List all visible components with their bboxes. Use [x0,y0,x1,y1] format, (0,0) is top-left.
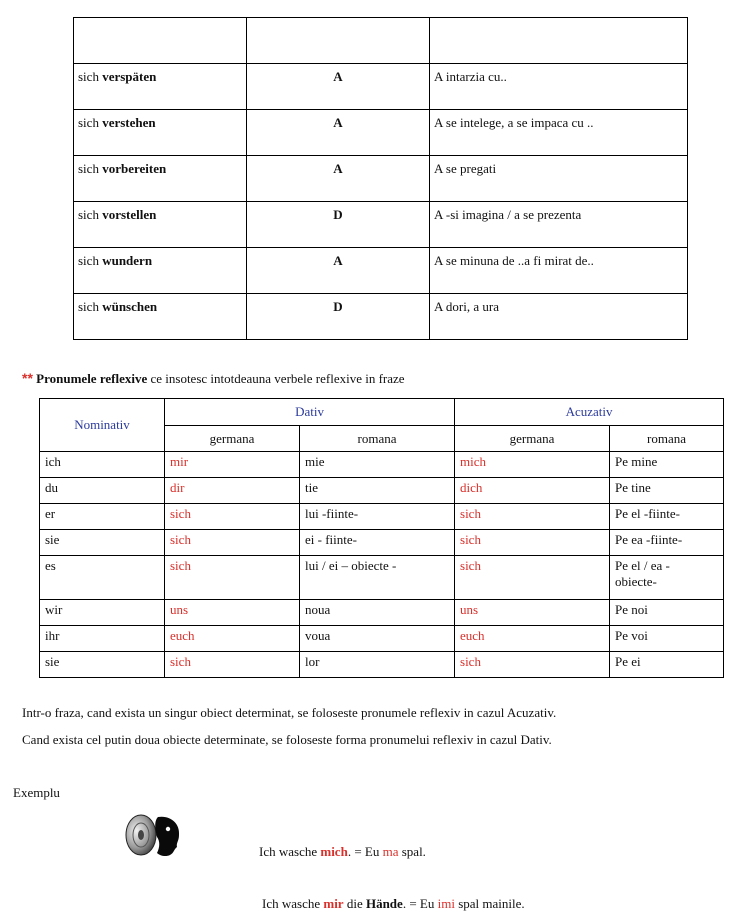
acuzativ-romana-cell: Pe ea -fiinte- [610,530,724,556]
translation-cell: A -si imagina / a se prezenta [430,202,688,248]
speaker-head-icon [124,811,182,859]
translation-cell: A dori, a ura [430,294,688,340]
pronoun-row [40,600,724,626]
verb-prefix: sich [78,207,99,222]
acuzativ-germana-cell: uns [455,600,610,626]
empty-cell [74,18,247,64]
nominativ-cell: sie [40,530,165,556]
case-cell: D [247,202,430,248]
dativ-romana-cell: mie [300,452,455,478]
verb-cell [74,294,247,340]
acuzativ-germana-cell: sich [455,504,610,530]
acuzativ-germana-cell: sich [455,652,610,678]
dativ-romana-cell: voua [300,626,455,652]
acuzativ-romana-cell: Pe el / ea - obiecte- [610,556,724,600]
nominativ-cell: er [40,504,165,530]
example-text: die [343,896,366,911]
case-cell: D [247,294,430,340]
heading-bold: Pronumele reflexive [36,371,148,386]
verb-prefix: sich [78,115,99,130]
dativ-germana-cell: sich [165,652,300,678]
verb-name: verstehen [102,115,156,130]
heading-rest: ce insotesc intotdeauna verbele reflexive in fraze [147,371,405,386]
example-noun: Hände [365,896,403,911]
dativ-romana-cell: ei - fiinte- [300,530,455,556]
verb-cell [74,156,247,202]
verb-row [74,64,688,110]
example-sentence-2 [262,896,525,912]
empty-cell [430,18,688,64]
verb-table [73,17,688,340]
acuzativ-germana-cell: dich [455,478,610,504]
pronoun-row [40,478,724,504]
example-pronoun-de: mir [323,896,344,911]
verb-row [74,156,688,202]
acuzativ-romana-cell: Pe mine [610,452,724,478]
example-pronoun-ro: ma [382,844,399,859]
reflexive-pronoun-table [39,398,724,678]
heading-stars: ** [22,370,33,386]
translation-cell: A se pregati [430,156,688,202]
pronoun-row [40,504,724,530]
acuzativ-germana-cell: mich [455,452,610,478]
dativ-germana-cell: sich [165,530,300,556]
case-cell: A [247,110,430,156]
dativ-romana-header: romana [300,426,455,452]
verb-name: wundern [102,253,153,268]
translation-cell: A intarzia cu.. [430,64,688,110]
case-cell: A [247,248,430,294]
verb-prefix: sich [78,69,99,84]
dativ-germana-header: germana [165,426,300,452]
dativ-romana-cell: lui / ei – obiecte - [300,556,455,600]
nominativ-cell: du [40,478,165,504]
example-text: Ich wasche [259,844,321,859]
example-pronoun-de: mich [320,844,348,859]
verb-row [74,202,688,248]
nominativ-cell: sie [40,652,165,678]
acuzativ-header: Acuzativ [455,399,724,426]
example-text: . = Eu [347,844,383,859]
acuzativ-germana-cell: sich [455,556,610,600]
pronoun-heading [22,370,405,387]
pronoun-row [40,652,724,678]
dativ-germana-cell: sich [165,556,300,600]
verb-row [74,248,688,294]
pronoun-row [40,530,724,556]
nominativ-cell: wir [40,600,165,626]
pronoun-row [40,556,724,600]
nominativ-cell: ich [40,452,165,478]
translation-cell: A se intelege, a se impaca cu .. [430,110,688,156]
nominativ-header: Nominativ [40,399,165,452]
example-text: spal. [398,844,426,859]
acuzativ-germana-header: germana [455,426,610,452]
acuzativ-romana-cell: Pe noi [610,600,724,626]
dativ-germana-cell: mir [165,452,300,478]
empty-cell [247,18,430,64]
verb-prefix: sich [78,299,99,314]
verb-cell [74,248,247,294]
dativ-header: Dativ [165,399,455,426]
verb-cell [74,64,247,110]
dativ-germana-cell: uns [165,600,300,626]
verb-name: wünschen [102,299,158,314]
example-text: spal mainile. [454,896,525,911]
verb-row [74,294,688,340]
acuzativ-romana-cell: Pe tine [610,478,724,504]
case-cell: A [247,156,430,202]
nominativ-cell: es [40,556,165,600]
verb-prefix: sich [78,161,99,176]
dativ-romana-cell: noua [300,600,455,626]
rule-acuzativ: Intr-o fraza, cand exista un singur obiect determinat, se foloseste pronumele reflexiv in cazul Acuzativ. [22,705,557,720]
example-text: Ich wasche [262,896,324,911]
acuzativ-germana-cell: sich [455,530,610,556]
translation-cell: A se minuna de ..a fi mirat de.. [430,248,688,294]
verb-name: vorbereiten [102,161,167,176]
dativ-germana-cell: euch [165,626,300,652]
verb-prefix: sich [78,253,99,268]
verb-row [74,110,688,156]
pronoun-row [40,452,724,478]
acuzativ-romana-cell: Pe el -fiinte- [610,504,724,530]
dativ-germana-cell: sich [165,504,300,530]
verb-cell [74,110,247,156]
example-sentence-1 [259,844,426,860]
exemplu-label: Exemplu [13,785,60,800]
dativ-romana-cell: lui -fiinte- [300,504,455,530]
dativ-romana-cell: tie [300,478,455,504]
pronoun-row [40,626,724,652]
acuzativ-romana-cell: Pe voi [610,626,724,652]
verb-table-header-row [74,18,688,64]
nominativ-cell: ihr [40,626,165,652]
verb-name: verspäten [102,69,157,84]
example-pronoun-ro: imi [437,896,455,911]
dativ-germana-cell: dir [165,478,300,504]
example-text: . = Eu [402,896,438,911]
dativ-romana-cell: lor [300,652,455,678]
acuzativ-germana-cell: euch [455,626,610,652]
verb-name: vorstellen [102,207,157,222]
rule-dativ: Cand exista cel putin doua obiecte determinate, se foloseste forma pronumelui reflexiv in cazul Dativ. [22,732,552,747]
acuzativ-romana-header: romana [610,426,724,452]
verb-cell [74,202,247,248]
case-cell: A [247,64,430,110]
acuzativ-romana-cell: Pe ei [610,652,724,678]
